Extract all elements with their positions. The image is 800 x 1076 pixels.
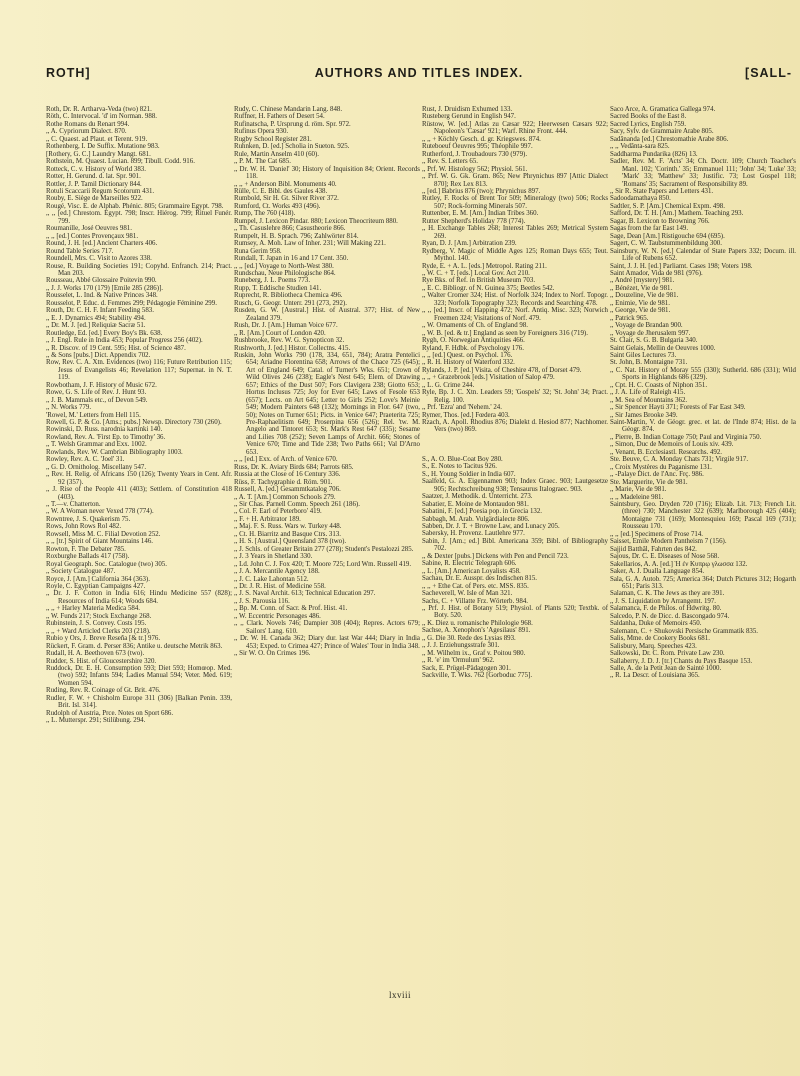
index-entry: Rowell, G. P. & Co. [Ams.; pubs.] Newsp. Directory 730 (260).: [46, 419, 222, 427]
index-entry: Sajjid Batthâl, Fahrten des 842.: [610, 545, 697, 553]
index-entry: Saint Giles Lectures 73.: [610, 351, 677, 359]
index-entry: ,, R. 'e' im 'Ormulum' 962.: [422, 657, 495, 665]
index-entry: Round Table Series 717.: [46, 247, 114, 255]
index-entry: Rougé, Visc. E. de Alphab. Phénic. 805; Grammaire Egypt. 798.: [46, 202, 224, 210]
index-entry: Sacy, Sylv. de Grammaire Arabe 805.: [610, 128, 714, 136]
index-entry: ,, Th. Casuslehre 866; Casustheorie 866.: [234, 225, 346, 233]
index-entry: Rumbold, Sir H. Gt. Silver River 372.: [234, 195, 339, 203]
index-entry: Runeberg, J. L. Poems 773.: [234, 277, 311, 285]
index-entry: ,, Ct. H. Biarritz and Basque Ctrs. 313.: [234, 530, 341, 538]
index-entry: ,, H. Exchange Tables 268; Interest Tables 269; Metrical System 269.: [422, 225, 608, 240]
index-entry: ,, Prf. 'Ezra' and 'Nehem.' 24.: [422, 404, 502, 412]
index-entry: ,, ,, + Köchly Gesch. d. gr. Kriegswes. 874.: [422, 135, 541, 143]
index-entry: Russ, Dr. K. Aviary Birds 684; Parrots 685.: [234, 463, 354, 471]
letter-section-break: [422, 434, 608, 456]
index-entry: Ste. Beuve, C. A. Monday Chats 731; Virgile 917.: [610, 456, 749, 464]
index-entry: Saintsbury, Geo. Dryden 720 (716); Elizab. Lit. 713; French Lit. (three) 730; Manchester 322 (639); Marlborough 425 (404); Montaigne 731 (169); Montesquieu 169; Pascal 169 (731); Rousseau 170.: [610, 501, 796, 531]
index-entry: ,, E. C. Bibliogr. of N. Guinea 375; Beetles 542.: [422, 284, 555, 292]
index-entry: Rusteberg Gerund in English 947.: [422, 113, 516, 121]
index-entry: Saint Amador, Vida de 981 (976).: [610, 269, 703, 277]
index-entry: Sagert, C. W. Taubstummenbildung 300.: [610, 240, 722, 248]
index-entry: Rüstow, W. [ed.] Atlas zu Cæsar 922; Heerwesen Cæsars 922; Napoleon's 'Cæsar' 921; Warf. Rhine Front. 444.: [422, 120, 608, 136]
index-entry: ,, J. S. Liquidation by Arrangemt. 197.: [610, 597, 717, 605]
index-entry: ,, Pierre, B. Indian Cottage 750; Paul and Virginia 750.: [610, 433, 762, 441]
index-entry: Ryland, F. Hdbk. of Psychology 176.: [422, 344, 524, 352]
index-entry: ,, Bénézet, Vie de 981.: [610, 284, 673, 292]
index-entry: Rowland, Rev. A. 'First Ep. to Timothy' 36.: [46, 433, 166, 441]
index-entry: Saalfeld, G. A. Eigennamen 903; Index Graec. 903; Lautgesetze 905; Rechtschreibung 938; Tensaurus Italograec. 903.: [422, 478, 608, 493]
index-entry: ,, J. A. Life of Raleigh 415.: [610, 389, 686, 397]
index-entry: Rush, Dr. J. [Am.] Human Voice 677.: [234, 322, 338, 330]
index-entry: Rouse, R. Building Societies 191; Copyhd. Enfranch. 214; Pract. Man 203.: [46, 262, 232, 277]
index-entry: ,, Sir R. State Papers and Letters 431.: [610, 187, 714, 195]
index-entry: Rufinatscha, P. Ursprung d. röm. Spr. 972.: [234, 120, 351, 128]
index-entry: ,, J. Schls. of Greater Britain 277 (278); Student's Pestalozzi 285.: [234, 545, 414, 553]
index-entry: Rotteck, C. v. History of World 383.: [46, 165, 146, 173]
index-entry: ,, Simon, Duc de Memoirs of Louis xiv. 439.: [610, 441, 734, 449]
index-entry: Rouby, E. Siège de Marseilles 922.: [46, 195, 143, 203]
index-entry: ,, André [mystery] 981.: [610, 277, 675, 285]
index-entry: ,, Society Catalogue 487.: [46, 568, 116, 576]
index-entry: ,, ,, [ed.] Specimens of Prose 714.: [610, 530, 704, 538]
index-entry: Salaman, C. K. The Jews as they are 391.: [610, 590, 725, 598]
index-entry: Rushworth, J. [ed.] Histor. Collectns. 415.: [234, 344, 351, 352]
index-entry: Rotter, H. Gerund. d. lat. Spr. 901.: [46, 173, 141, 181]
index-entry: Rumsey, A. Moh. Law of Inher. 231; Will Making 221.: [234, 240, 386, 248]
index-entry: ,, Sir Spencer Hayti 371; Forests of Far East 349.: [610, 404, 746, 412]
index-entry: St. John, B. Montaigne 731.: [610, 359, 688, 367]
index-entry: Salcedo, P. N. de Dicc. d. Bascongado 974.: [610, 612, 730, 620]
index-entry: Rowlands, Rev. W. Cambrian Bibliography 1003.: [46, 448, 183, 456]
index-entry: Rowbotham, J. F. History of Music 672.: [46, 381, 157, 389]
index-entry: Rylands, J. P. [ed.] Visita. of Cheshire 478, of Dorset 479.: [422, 366, 582, 374]
index-entry: Rudolph of Austria, Prce. Notes on Sport 686.: [46, 709, 174, 717]
index-entry: Sagas from the far East 149.: [610, 225, 689, 233]
index-entry: Salis, Mme. de Cookery Books 681.: [610, 635, 710, 643]
index-entry: Saint-Martin, V. de Géogr. grec. et lat. de l'Inde 874; Hist. de la Géogr. 874.: [610, 419, 796, 434]
index-entry: ,, E. J. Dynamics 494; Stability 494.: [46, 314, 146, 322]
index-column-3: [422, 106, 608, 680]
index-entry: Rudder, S. Hist. of Gloucestershire 320.: [46, 657, 157, 665]
index-entry: ,, -Palaye Dict. de l'Anc. Frç. 986.: [610, 471, 704, 479]
index-entry: Sabbagh, M. Arab. Vulgärdialecte 806.: [422, 515, 530, 523]
index-entry: Rust, J. Druidism Exhumed 133.: [422, 106, 513, 113]
index-entry: Rump, The 760 (418).: [234, 210, 296, 218]
index-entry: ,, J. J. Works 170 (179) [Emile 285 (286)].: [46, 284, 164, 292]
index-entry: ,, F. + H. Arbitrator 189.: [234, 515, 301, 523]
index-entry: ,, ,, [ed.] Exx. of Arch. of Venice 670.: [234, 456, 338, 464]
index-entry: Rye Bks. of Ref. in British Museum 703.: [422, 277, 536, 285]
index-entry: Saker, A. J. Dualla Language 854.: [610, 568, 705, 576]
index-entry: ,, R. [Am.] Court of London 420.: [234, 329, 326, 337]
index-entry: ,, Ld. John C. J. Fox 420; T. Moore 725; Lord Wm. Russell 419.: [234, 560, 412, 568]
index-entry: Rusden, G. W. [Austral.] Hist. of Austral. 377; Hist. of New Zealand 379.: [234, 307, 420, 322]
index-entry: ,, ,, + Ward Articled Clerks 203 (218).: [46, 627, 151, 635]
index-entry: Sadoodamathaya 850.: [610, 195, 671, 203]
index-entry: ,, ,, Clark. Novels 746; Dampier 308 (404); Repres. Actors 679; Sailors' Lang. 610.: [234, 620, 420, 635]
index-entry: Sacheverell, W. Isle of Man 321.: [422, 590, 513, 598]
page-number: lxviii: [388, 990, 411, 1000]
index-entry: ,, Cpt. H. C. Coasts of Niphon 351.: [610, 381, 708, 389]
index-entry: ,, Rev. S. Letters 65.: [422, 158, 479, 166]
index-entry: Sabine, R. Electric Telegraph 606.: [422, 560, 517, 568]
index-entry: Royle, C. Egyptian Campaigns 427.: [46, 583, 146, 590]
index-entry: Rülle, C. E. Bibl. des Gaules 438.: [234, 187, 328, 195]
index-entry: ,, Dr. J. R. Hist. of Medicine 558.: [234, 583, 326, 590]
index-entry: ,, C. Nat. History of Moray 555 (330); Sutherld. 686 (331); Wild Sports in Highlands 686 (329).: [610, 366, 796, 382]
index-entry: ,, J. A. Mercantile Agency 188.: [234, 568, 320, 576]
index-entry: Rubio y Ors, J. Breve Reseña [& tr.] 976.: [46, 635, 161, 643]
index-entry: Ruffner, H. Fathers of Desert 54.: [234, 113, 325, 121]
index-entry: ,, J. 3 Years in Shetland 330.: [234, 553, 313, 561]
index-entry: ,, Voyage de Jherusalem 997.: [610, 329, 691, 337]
index-entry: Rüss, F. Tachygraphie d. Röm. 901.: [234, 478, 333, 486]
index-entry: Ruteboeuf Oeuvres 995; Théophile 997.: [422, 143, 533, 151]
index-entry: Rusch, G. Geogr. Unterr. 291 (273, 292).: [234, 299, 347, 307]
index-entry: Ruskin, John Works 790 (178, 334, 651, 784); Aratra Pentelici 654; Ariadne Florentina 658; Arrows of the Chace 725 (645); Art of England 649; Catal. of Turner's Wks. 651; Crown of Wild Olives 246 (238); Eagle's Nest 645; Elem. of Drawing 657; Ethics of the Dust 507; Fors Clavigera 238; Giotto 653; Hortus Inclusus 725; Joy for Ever 645; Laws of Fesole 653 (657); Lects. on Art 645; Letter to Girls 252; Love's Meinie 549; Modern Painters 648 (132); Mornings in Flor. 647 (two, 50); Notes on Turner 651; Picts. in Venice 647; Praeterita 725; Pre-Raphaelitism 649; Proserpina 656 (526); Rel. 'tw. M. Angelo and Tintoret 653; St. Mark's Rest 647 (335); Sesame and Lilies 708 (252); Seven Lamps of Archit. 666; Stones of Venice 670; Time and Tide 238; Two Paths 661; Val D'Arno 653.: [234, 351, 420, 456]
index-entry: Saint Gelais, Mellin de Oeuvres 1000.: [610, 344, 716, 352]
index-entry: ,, George, Vie de 981.: [610, 307, 671, 315]
index-entry: ,, L. G. Crime 244.: [422, 381, 475, 389]
index-entry: ,, W. A Woman never Vexed 778 (774).: [46, 508, 154, 516]
index-entry: Saddharma Pundarika (826) 13.: [610, 150, 698, 158]
index-entry: ,, J. C. Lake Lahontan 512.: [234, 575, 309, 583]
index-entry: ,, Croix Mystères du Paganisme 131.: [610, 463, 712, 471]
index-entry: St. Clair, S. G. B. Bulgaria 340.: [610, 337, 698, 345]
index-entry: Rowinski, D. Russ. narodnia kartinki 140.: [46, 426, 163, 434]
index-entry: Rzach, A. Apoll. Rhodius 876; Dialekt d. Hesiod 877; Nachhomer. Vers (two) 869.: [422, 419, 608, 434]
index-entry: Salle, A. de la Petit Jean de Sainté 1000.: [610, 664, 722, 672]
index-entry: Rundall, T. Japan in 16 and 17 Cent. 350.: [234, 255, 349, 263]
index-entry: ,, & Sons [pubs.] Dict. Appendix 702.: [46, 351, 151, 359]
index-entry: S., A. O. Blue-Coat Boy 280.: [422, 455, 503, 463]
index-entry: ,, K. Diez u. romanische Philologie 968.: [422, 619, 533, 627]
index-entry: Rutherford, J. Troubadours 730 (979).: [422, 150, 528, 158]
index-entry: Rumpelt, H. B. Sprach. 796; Zahlwörter 814.: [234, 232, 359, 240]
index-entry: ,, Prf. W. G. Gk. Gram. 865; New Phrynichus 897 [Attic Dialect 870]; Rex Lex 813.: [422, 173, 608, 188]
index-entry: Rumford, Ct. Works 493 (496).: [234, 202, 321, 210]
index-entry: ,, J. S. Parousia 116.: [234, 597, 290, 605]
index-entry: Saldanha, Duke of Memoirs 450.: [610, 620, 702, 628]
index-entry: Sabatier, E. Moine de Montaudon 981.: [422, 500, 529, 508]
index-entry: Sakellarios, A. A. [ed.] Ἡ ἐν Κυπρῳ γλωσσα 132.: [610, 560, 748, 568]
index-entry: ,, W. Ornaments of Ch. of England 98.: [422, 322, 529, 330]
index-entry: Sachs, C. + Villatte Frz. Wörterb. 984.: [422, 597, 528, 605]
index-entry: Rotuli Scaccarii Regum Scotorum 431.: [46, 187, 155, 195]
index-entry: Sajous, Dr. C. E. Diseases of Nose 568.: [610, 553, 720, 561]
index-entry: Saisset, Emile Modern Pantheism 7 (156).: [610, 538, 727, 546]
index-entry: Rousselot, P. Educ. d. Femmes 299; Pédagogie Féminine 299.: [46, 299, 217, 307]
index-entry: Rugby School Register 281.: [234, 135, 312, 143]
index-entry: Rudall, H. A. Beethoven 673 (two).: [46, 650, 145, 658]
index-entry: Sala, G. A. Autob. 725; America 364; Dutch Pictures 312; Hogarth 651; Paris 313.: [610, 575, 796, 590]
index-entry: Salkowski, Dr. C. Rom. Private Law 230.: [610, 650, 725, 658]
index-entry: ,, M. Sea of Mountains 362.: [610, 396, 688, 404]
index-entry: Roxburghe Ballads 417 (758).: [46, 553, 130, 561]
index-entry: Ruddock, Dr. E. H. Consumption 593; Diet 593; Homœop. Med. (two) 592; Infants 594; Ladies Manual 594; Veter. Med. 619; Women 594.: [46, 664, 232, 687]
index-entry: S., E. Notes to Tacitus 926.: [422, 463, 497, 471]
index-entry: Rows, John Rows Rol 482.: [46, 523, 122, 531]
index-entry: Rupp, T. Eddische Studien 141.: [234, 284, 322, 292]
index-entry: Sainsbury, W. N. [ed.] Calendar of State Papers 332; Docum. ill. Life of Rubens 652.: [610, 247, 796, 263]
index-column-2: [234, 106, 420, 658]
index-entry: ,, A. T. [Am.] Common Schools 279.: [234, 493, 336, 501]
index-entry: ,, Douzeline, Vie de 981.: [610, 292, 679, 300]
index-entry: Ryde, E. + A. L. [eds.] Metropol. Rating 211.: [422, 262, 547, 270]
index-entry: Roundell, Mrs. C. Visit to Azores 338.: [46, 255, 152, 263]
index-entry: Sagar, B. Lexicon to Browning 766.: [610, 217, 710, 225]
index-entry: Rothe Romans du Renart 994.: [46, 120, 130, 128]
index-entry: ,, H. S. [Austral.] Queensland 378 (two).: [234, 538, 347, 546]
index-entry: Sackville, T. Wks. 762 [Gorboduc 775].: [422, 672, 533, 680]
index-entry: ,, Dr. W. H. 'Daniel' 30; History of Inquisition 84; Orient. Records 118.: [234, 165, 420, 181]
index-entry: Salamanca, F. de Philos. of Hdwritg. 80.: [610, 605, 722, 613]
index-entry: Routh, Dr. C. H. F. Infant Feeding 583.: [46, 307, 154, 315]
index-entry: ,, W. B. [ed. & tr.] England as seen by Foreigners 316 (719).: [422, 329, 588, 337]
index-entry: Rydberg, V. Magic of Middle Ages 125; Roman Days 655; Teut. Mythol. 140.: [422, 247, 608, 263]
index-entry: ,, L. [Am.] American Loyalists 458.: [422, 567, 521, 575]
index-entry: Roth, Dr. R. Artharva-Veda (two) 821.: [46, 106, 152, 113]
index-entry: Ste. Marguerite, Vie de 981.: [610, 478, 688, 486]
index-entry: Sallaberry, J. D. J. [tr.] Chants du Pays Basque 153.: [610, 657, 753, 665]
running-header: [46, 66, 792, 84]
index-entry: Salemann, C. + Shukovski Persische Grammatik 835.: [610, 627, 759, 635]
index-entry: ,, A. Cypriorum Dialect. 870.: [46, 128, 127, 136]
index-entry: ,, W. Eccentric Personages 486.: [234, 612, 321, 620]
index-entry: ,, R. Discov. of 19 Cent. 595; Hist. of Science 487.: [46, 344, 186, 352]
index-entry: Sadânanda [ed.] Chrestomathie Arabe 806.: [610, 135, 729, 143]
index-entry: Sabin, J. [Am.; ed.] Bibl. Americana 359; Bibl. of Bibliography 702.: [422, 537, 608, 553]
index-entry: Rottler, J. P. Tamil Dictionary 844.: [46, 180, 142, 188]
index-column-1: [46, 106, 232, 725]
index-entry: Sachse, A. Xenophon's 'Agesilaus' 891.: [422, 627, 531, 635]
index-entry: ,, Patrick 965.: [610, 314, 649, 322]
index-entry: Sadtler, S. P. [Am.] Chemical Expm. 498.: [610, 202, 725, 210]
index-entry: Sack, E. Prügel-Pädagogen 301.: [422, 664, 511, 672]
index-entry: Ryle, Bp. J. C. Xtn. Leaders 59; 'Gospels' 32; 'St. John' 34; Pract. Relig. 100.: [422, 389, 608, 404]
index-entry: ,, J. S. Naval Archit. 613; Technical Education 297.: [234, 590, 376, 598]
index-entry: Ruding, Rev. R. Coinage of Gt. Brit. 476.: [46, 687, 161, 695]
index-entry: ,, ,, Vedânta-sara 825.: [610, 143, 670, 151]
index-entry: [Rothery, G. C.] Laundry Mangt. 681.: [46, 150, 151, 158]
index-entry: Salisbury, Marq. Speeches 423.: [610, 642, 697, 650]
index-entry: Rudy, C. Chinese Mandarin Lang. 848.: [234, 106, 343, 113]
index-entry: ,, G. D. Ornitholog. Miscellany 547.: [46, 463, 147, 471]
index-entry: ,, ,, [ed.] Voyage to North-West 380.: [234, 262, 334, 270]
index-entry: ,, [ed.] Babrius 876 (two); Phrynichus 897.: [422, 187, 541, 195]
index-entry: Saco Arce, A. Gramatica Gallega 974.: [610, 106, 716, 113]
index-entry: Rumpel, J. Lexicon Pindar. 880; Lexicon Theocriteum 880.: [234, 217, 398, 225]
index-entry: ,, Venant, B. Ecclesiastl. Researchs. 492.: [610, 448, 723, 456]
index-entry: Röth, C. Intervocal. 'd' im Norman. 988.: [46, 113, 157, 121]
index-entry: Sabersky, H. Provenz. Lautlehre 977.: [422, 530, 525, 538]
index-entry: Rückert, F. Gram. d. Perser 836; Antike u. deutsche Metrik 863.: [46, 642, 223, 650]
index-entry: Rowntree, J. S. Quakerism 75.: [46, 515, 131, 523]
index-entry: Rule, Martin Anselm 410 (60).: [234, 150, 319, 158]
index-entry: ,, R. H. History of Waterford 332.: [422, 359, 515, 367]
index-entry: ,, ,, + Grazebrook [eds.] Visitation of Salop 479.: [422, 374, 555, 382]
index-entry: Ruttenber, E. M. [Am.] Indian Tribes 360.: [422, 210, 539, 218]
index-entry: Rymer, Thos. [ed.] Fœdera 403.: [422, 411, 510, 419]
index-entry: ,, J. Rise of the People 411 (403); Settlem. of Constitution 418 (403).: [46, 486, 232, 501]
index-entry: ,, Dr. J. F. Cotton in India 616; Hindu Medicine 557 (828); Resources of India 614; Woods 684.: [46, 590, 232, 605]
index-entry: ,, C. Quaest. ad Plaut. et Terent. 919.: [46, 135, 148, 143]
index-entry: ,, Sir Chas. Parnell Comm. Speech 261 (186).: [234, 501, 360, 509]
index-entry: Rousseau, Abbé Glossaire Poitevin 990.: [46, 277, 157, 285]
index-entry: ,, ,, [tr.] Spirit of Giant Mountains 146.: [46, 538, 153, 546]
index-entry: Rygh, O. Norwegian Antiquities 466.: [422, 337, 525, 345]
index-entry: Rothstein, M. Quaest. Lucian. 899; Tibull. Codd. 916.: [46, 158, 195, 166]
index-entry: ,, Maj. F. S. Russ. Wars w. Turkey 448.: [234, 523, 342, 531]
index-entry: Ruhnken, D. [ed.] Scholia in Sueton. 925.: [234, 143, 350, 151]
index-entry: Sacred Books of the East 8.: [610, 113, 687, 121]
index-entry: Saatzer, J. Methodik. d. Unterricht. 273.: [422, 493, 533, 501]
index-entry: ,, Dr. W. H. Canada 362; Diary dur. last War 444; Diary in India 453; Exped. to Crimea 427; Prince of Wales' Tour in India 348.: [234, 635, 420, 650]
index-entry: Rutley, F. Rocks of Brent Tor 509; Mineralogy (two) 506; Rocks 507; Rock-forming Minerals 507.: [422, 195, 608, 210]
index-entry: Rufinus Opera 930.: [234, 128, 289, 136]
index-column-4: [610, 106, 796, 680]
index-entry: ,, W. Funds 217; Stock Exchange 268.: [46, 612, 152, 620]
index-entry: ,, ,, + Harley Materia Medica 584.: [46, 605, 141, 613]
index-entry: ,, L. Mutterspr. 291; Stilübung. 294.: [46, 717, 146, 725]
index-entry: ,, ,, [ed.] Chrestom. Egypt. 798; Inscr. Hiérog. 799; Rituel Funér. 799.: [46, 210, 232, 225]
index-entry: Rundschau, Neue Philologische 864.: [234, 269, 336, 277]
index-entry: Roumanille, José Oeuvres 981.: [46, 225, 132, 233]
index-entry: ,, G. Die 30. Rede des Lysias 893.: [422, 634, 516, 642]
index-entry: Rothenberg, I. De Suffix. Mutatione 983.: [46, 143, 160, 151]
index-entry: Rutter Shepherd's Holiday 778 (774).: [422, 217, 526, 225]
index-entry: ,, ,, [ed.] Quest. on Psychol. 176.: [422, 351, 513, 359]
index-entry: Round, J. H. [ed.] Ancient Charters 406.: [46, 240, 158, 248]
index-entry: ,, Walter Cromer 324; Hist. of Norfolk 324; Index to Norf. Topogr. 323; Norfolk Topography 323; Records and Searching 478.: [422, 292, 608, 307]
index-entry: Row, Rev. C. A. Xtn. Evidences (two) 116; Future Retribution 115; Jesus of Evangelists 46; Revelation 117; Supernat. in N. T. 119.: [46, 359, 232, 382]
index-entry: Russia at the Close of 16 Century 336.: [234, 471, 341, 479]
index-entry: ,, P. M. The Cat 685.: [234, 158, 291, 166]
index-entry: Runa Gerim 958.: [234, 247, 282, 255]
index-entry: ,, J. Engl. Rule in India 453; Popular Progress 256 (402).: [46, 337, 203, 345]
index-entry: ,, Dr. M. J. [ed.] Reliquiæ Sacræ 51.: [46, 322, 146, 330]
index-entry: Rushbrooke, Rev. W. G. Synopticon 32.: [234, 337, 345, 345]
index-entry: Royal Geograph. Soc. Catalogue (two) 305.: [46, 560, 167, 568]
index-entry: ,, T.—v. Chatterton.: [46, 501, 101, 509]
index-entry: ,, M. Wilhelm ix., Graf v. Poitou 980.: [422, 649, 526, 657]
index-entry: Ruprecht, R. Bibliotheca Chemica 496.: [234, 292, 343, 300]
index-entry: Sadler, Rev. M. F. 'Acts' 34; Ch. Doctr. 109; Church Teacher's Manl. 102; 'Corinth.' 35; Emmanuel 111; 'John' 34; 'Luke' 33; 'Mark' 33; 'Matthew' 33; Justific. 73; Lost Gospel 118; 'Romans' 35; Sacrament of Responsibility 89.: [610, 158, 796, 188]
index-entry: ,, Sir W. O. On Crimes 196.: [234, 650, 311, 658]
index-entry: Rowton, F. The Debater 785.: [46, 545, 126, 553]
index-entry: Sabatini, F. [ed.] Poesia pop. in Grecia 132.: [422, 508, 543, 516]
index-entry: ,, Enimie, Vie de 981.: [610, 299, 670, 307]
index-entry: ,, J. J. Erziehungsstrafe 301.: [422, 642, 500, 650]
header-first-entry: ROTH]: [46, 66, 91, 80]
index-entry: ,, Voyage de Brandan 900.: [610, 322, 683, 330]
index-entry: ,, R. La Descr. of Louisiana 365.: [610, 672, 700, 680]
index-entry: Sabben, Dr. J. T. + Browne Law, and Lunacy 205.: [422, 523, 560, 531]
index-entry: Sage, Dean [Am.] Ristigouche 694 (695).: [610, 232, 725, 240]
index-entry: 'Rowel, M.' Letters from Hell 115.: [46, 411, 141, 419]
index-entry: Sacred Lyrics, English 759.: [610, 120, 686, 128]
index-entry: ,, N. Works 779.: [46, 404, 92, 412]
index-entry: ,, ,, + Ethe Cat. of Pers. etc. MSS. 835.: [422, 582, 529, 590]
index-entry: ,, ,, Madeleine 981.: [610, 493, 664, 501]
index-entry: ,, Sir James Brooke 349.: [610, 411, 678, 419]
index-entry: ,, ,, [ed.] Inscr. of Happing 472; Norf. Antiq. Misc. 323; Norwich Freemen 324; Visitations of Norf. 479.: [422, 307, 608, 322]
index-entry: Safford, Dr. T. H. [Am.] Mathem. Teaching 293.: [610, 210, 744, 218]
page-title: AUTHORS AND TITLES INDEX.: [314, 66, 524, 80]
index-entry: Rowley, Rev. A. C. 'Joel' 31.: [46, 456, 125, 464]
index-entry: Saint, J. J. H. [ed.] Parliamt. Cases 198; Voters 198.: [610, 262, 753, 270]
header-last-entry: [SALL-: [745, 66, 792, 80]
index-entry: ,, Prf. W. Histology 562; Physiol. 561.: [422, 165, 528, 173]
index-entry: Rowsell, Miss M. C. Filial Devotion 252.: [46, 530, 161, 538]
index-entry: ,, Col. F. Earl of Peterboro' 419.: [234, 508, 322, 516]
index-entry: Sachau, Dr. E. Ausspr. des Indischen 815.: [422, 575, 538, 583]
index-entry: Rousselet, L. Ind. & Native Princes 348.: [46, 292, 158, 300]
index-entry: Rowe, G. S. Life of Rev. J. Hunt 93.: [46, 389, 147, 397]
index-entry: S., H. Young Soldier in India 607.: [422, 470, 516, 478]
index-entry: ,, W. C. + T. [eds.] Local Gov. Act 210.: [422, 269, 530, 277]
index-entry: ,, Marie, Vie de 981.: [610, 486, 667, 494]
index-entry: Rudler, F. W. + Chisholm Europe 311 (306) [Balkan Penin. 339, Brit. Isl. 314].: [46, 694, 232, 710]
index-entry: ,, ,, + Anderson Bibl. Monuments 40.: [234, 180, 337, 188]
index-entry: ,, Bp. M. Conn. of Sacr. & Prof. Hist. 41.: [234, 605, 348, 613]
index-entry: ,, & Dexter [pubs.] Dickens with Pen and Pencil 723.: [422, 552, 569, 560]
index-entry: Routledge, Ed. [ed.] Every Boy's Bk. 638.: [46, 329, 163, 337]
index-entry: Royce, J. [Am.] California 364 (363).: [46, 575, 150, 583]
index-entry: ,, Prf. J. Hist. of Botany 519; Physiol. of Plants 520; Textbk. of Boty. 520.: [422, 605, 608, 620]
index-entry: ,, T. Welsh Grammar and Exx. 1002.: [46, 441, 147, 449]
index-entry: Russell, A. [ed.] Gesammtkatalog 706.: [234, 486, 341, 494]
index-entry: Rubinstein, J. S. Convey. Costs 195.: [46, 620, 147, 628]
index-entry: ,, J. B. Mammals etc., of Devon 549.: [46, 396, 148, 404]
index-entry: Ryan, D. J. [Am.] Arbitration 239.: [422, 240, 517, 248]
index-entry: ,, ,, [ed.] Contes Provençaux 981.: [46, 232, 139, 240]
index-entry: ,, Rev. H. Relig. of Africans 150 (126); Twenty Years in Cent. Afr. 92 (357).: [46, 471, 232, 486]
